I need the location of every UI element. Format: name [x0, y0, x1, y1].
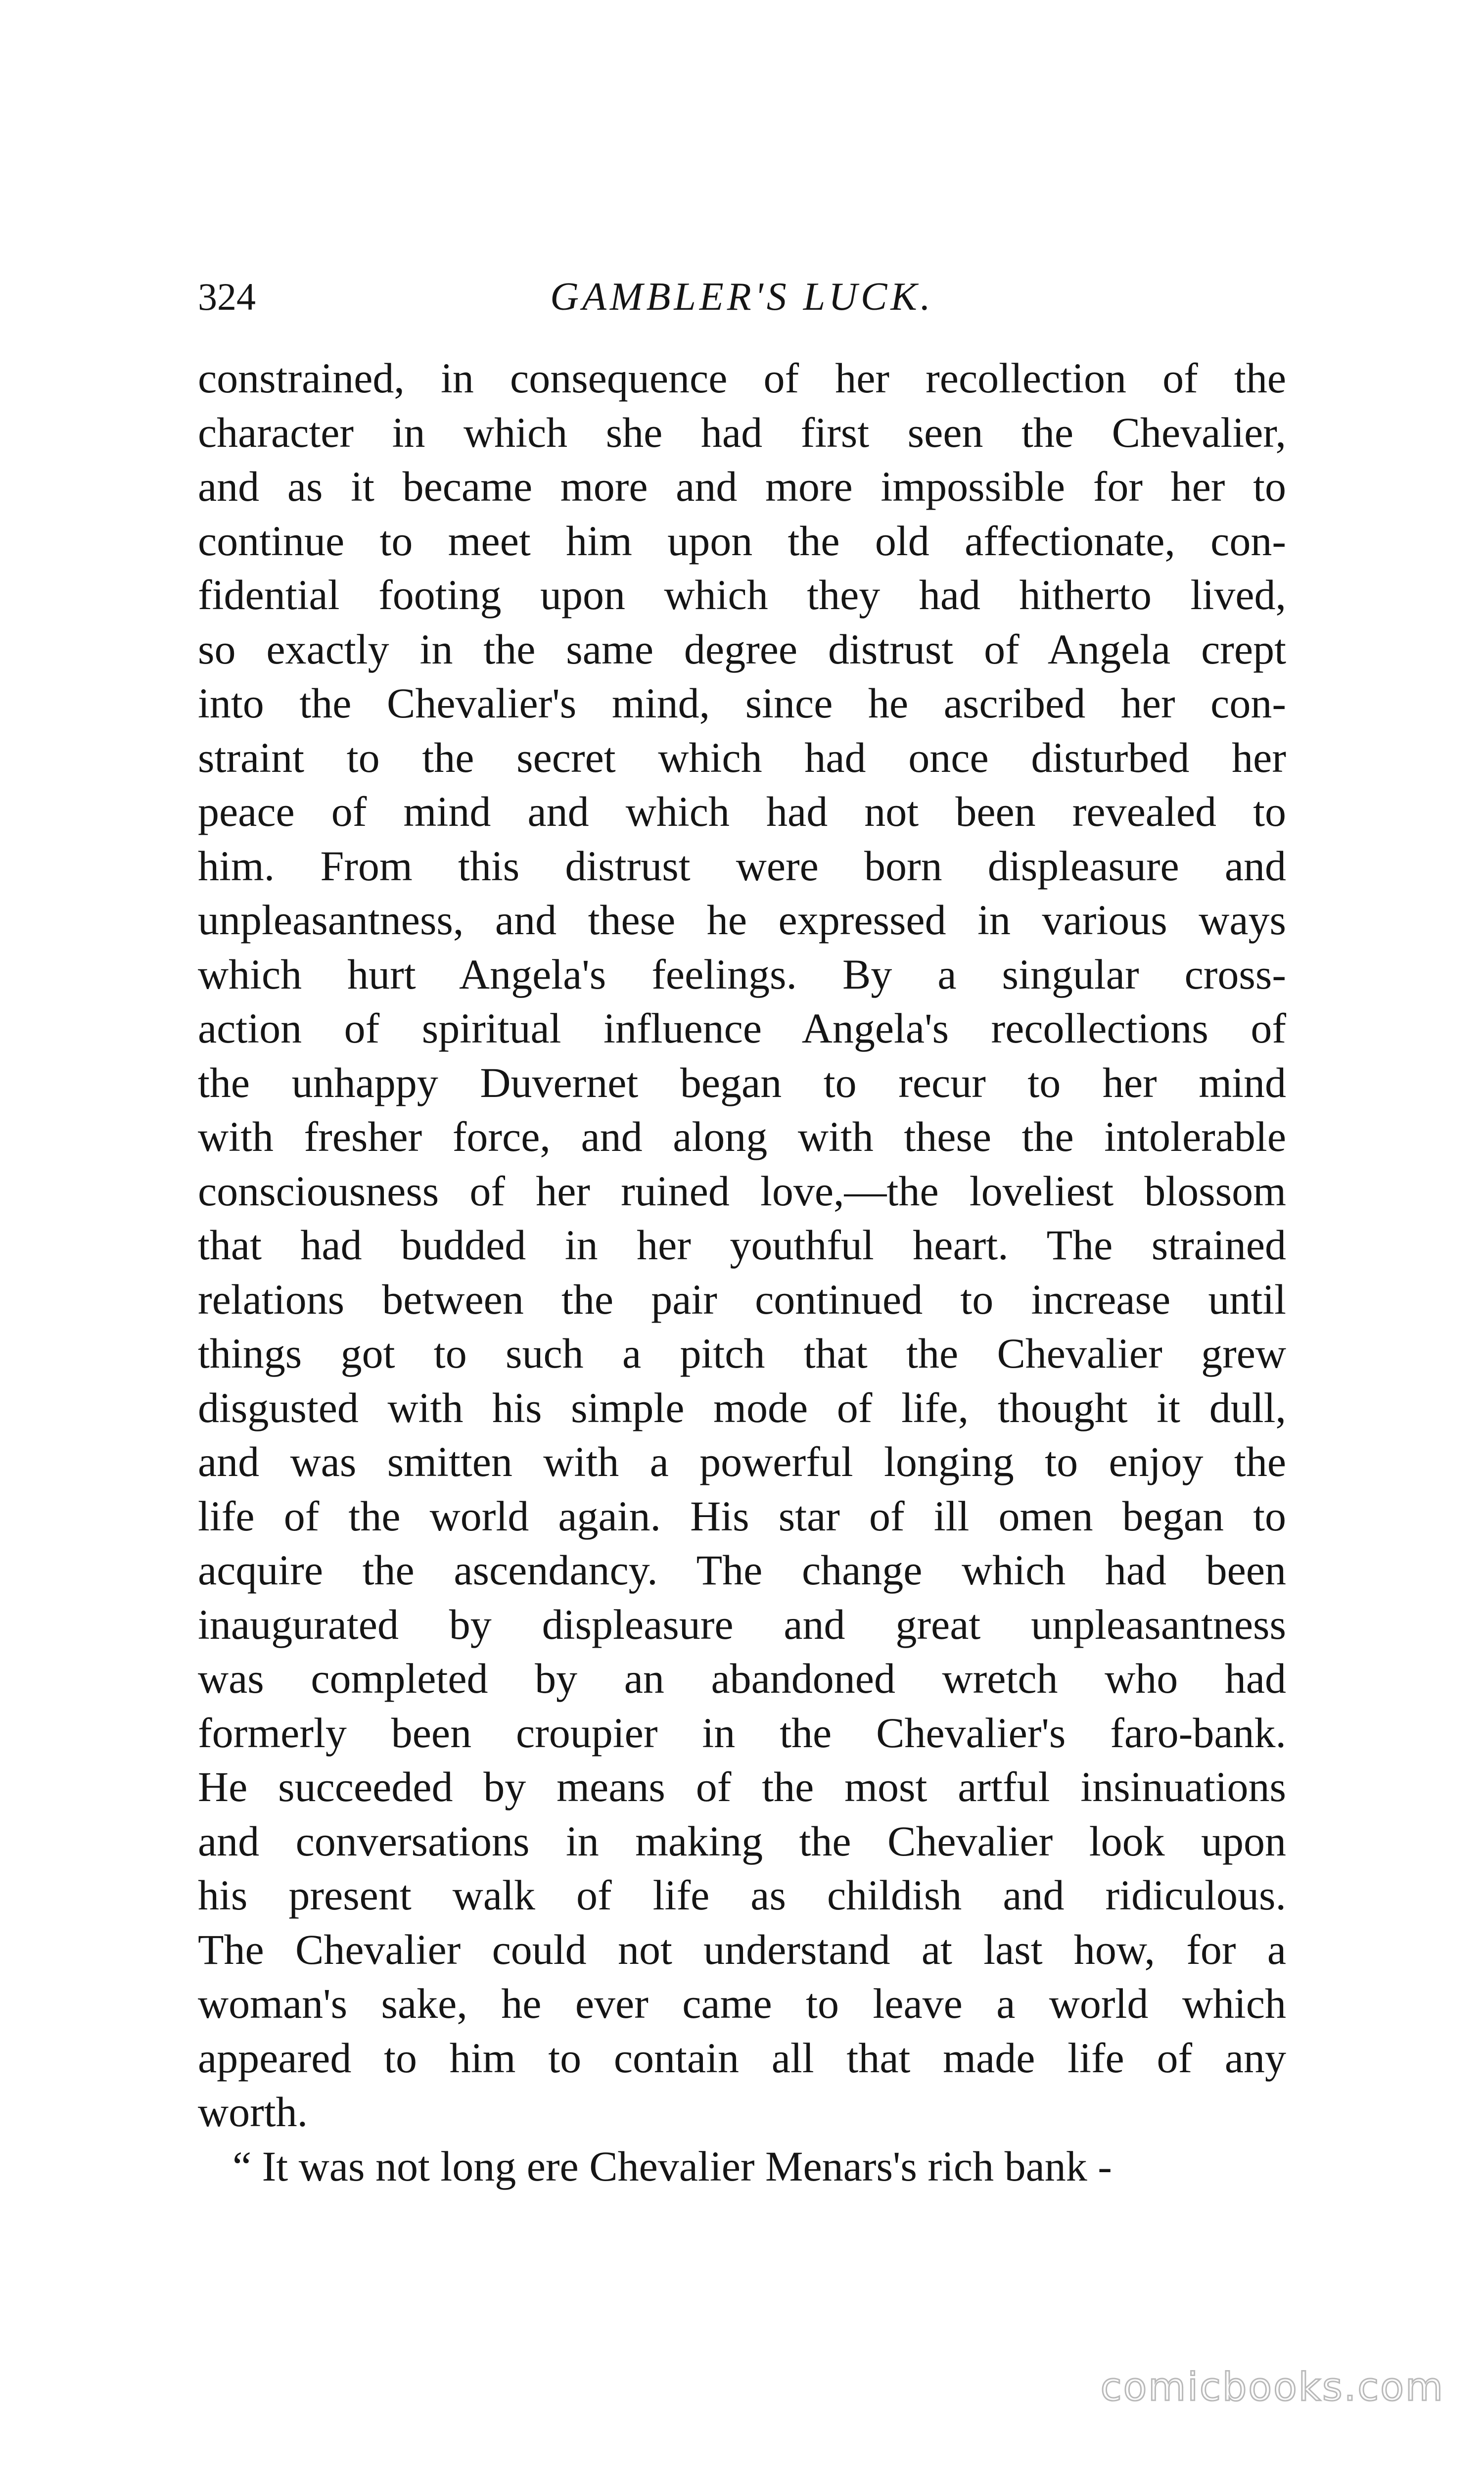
text-line: consciousness of her ruined love,—the loveliest blossom — [198, 1167, 1286, 1215]
text-line: disgusted with his simple mode of life, thought it dull, — [198, 1383, 1286, 1431]
text-line: appeared to him to contain all that made life of any — [198, 2034, 1286, 2082]
text-line: He succeeded by means of the most artful insinuations — [198, 1763, 1286, 1810]
text-line: fidential footing upon which they had hitherto lived, — [198, 571, 1286, 618]
paragraph-end-line: worth. — [198, 2088, 308, 2136]
text-line: the unhappy Duvernet began to recur to her mind — [198, 1058, 1286, 1106]
paragraph-start-line: “ It was not long ere Chevalier Menars's rich bank - — [232, 2142, 1112, 2190]
running-title: GAMBLER'S LUCK. — [550, 275, 934, 319]
text-line: his present walk of life as childish and ridiculous. — [198, 1871, 1286, 1919]
text-line: relations between the pair continued to increase until — [198, 1275, 1286, 1323]
text-line: that had budded in her youthful heart. The strained — [198, 1221, 1286, 1269]
text-line: into the Chevalier's mind, since he ascribed her con- — [198, 679, 1286, 727]
text-line: unpleasantness, and these he expressed in various ways — [198, 896, 1286, 944]
text-line: The Chevalier could not understand at last how, for a — [198, 1925, 1286, 1973]
text-line: inaugurated by displeasure and great unpleasantness — [198, 1600, 1286, 1648]
text-line: and as it became more and more impossible for her to — [198, 463, 1286, 510]
text-line: straint to the secret which had once disturbed her — [198, 733, 1286, 781]
text-line: character in which she had first seen the Chevalier, — [198, 408, 1286, 456]
watermark: comicbooks.com — [1100, 2365, 1444, 2410]
text-line: with fresher force, and along with these the intolerable — [198, 1113, 1286, 1160]
text-line: woman's sake, he ever came to leave a world which — [198, 1980, 1286, 2027]
text-line: formerly been croupier in the Chevalier's faro-bank. — [198, 1709, 1286, 1757]
text-line: peace of mind and which had not been revealed to — [198, 788, 1286, 835]
text-line: him. From this distrust were born displeasure and — [198, 842, 1286, 890]
text-line: constrained, in consequence of her recollection of the — [198, 354, 1286, 402]
body-text — [198, 351, 1286, 2193]
text-line: was completed by an abandoned wretch who had — [198, 1655, 1286, 1702]
running-head — [198, 270, 1286, 324]
text-line: things got to such a pitch that the Chevalier grew — [198, 1330, 1286, 1377]
text-line: which hurt Angela's feelings. By a singular cross- — [198, 950, 1286, 998]
text-line: continue to meet him upon the old affectionate, con- — [198, 517, 1286, 565]
text-line: and was smitten with a powerful longing to enjoy the — [198, 1438, 1286, 1485]
text-line: acquire the ascendancy. The change which had been — [198, 1546, 1286, 1594]
page-number: 324 — [198, 275, 256, 318]
text-line: so exactly in the same degree distrust of Angela crept — [198, 625, 1286, 673]
text-line: life of the world again. His star of ill omen began to — [198, 1492, 1286, 1540]
text-line: and conversations in making the Chevalier look upon — [198, 1817, 1286, 1865]
text-line: action of spiritual influence Angela's recollections of — [198, 1004, 1286, 1052]
